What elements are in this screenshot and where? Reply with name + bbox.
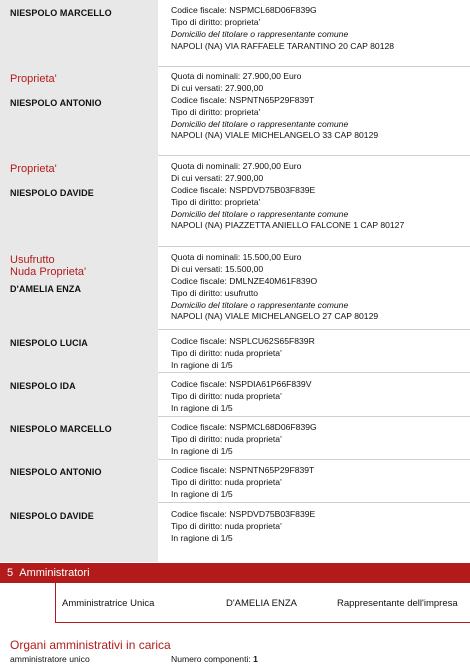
count-value: 1 [253, 654, 258, 664]
detail-line: Di cui versati: 15.500,00 [171, 263, 264, 274]
detail-line: Codice fiscale: NSPDVD75B03F839E [171, 509, 316, 519]
admin-name: D'AMELIA ENZA [226, 598, 297, 609]
holder-name: NIESPOLO ANTONIO [10, 98, 102, 108]
detail-line: Quota di nominali: 15.500,00 Euro [171, 252, 302, 262]
section-label: Amministratori [19, 567, 90, 579]
detail-line: Di cui versati: 27.900,00 [171, 172, 264, 183]
holder-name: NIESPOLO MARCELLO [10, 424, 112, 434]
detail-line: In ragione di 1/5 [171, 359, 233, 370]
detail-line: Tipo di diritto: usufrutto [171, 287, 259, 298]
detail-line: Tipo di diritto: nuda proprieta' [171, 520, 282, 531]
detail-line: Codice fiscale: NSPNTN65P29F839T [171, 465, 315, 475]
organi-subtitle: amministratore unico [10, 654, 90, 664]
detail-line: Domicilio del titolare o rappresentante comune [171, 118, 349, 129]
detail-line: Tipo di diritto: nuda proprieta' [171, 433, 282, 444]
detail-line: Codice fiscale: DMLNZE40M61F839O [171, 275, 318, 286]
holder-details [171, 5, 394, 53]
admin-role: Amministratrice Unica [62, 598, 155, 609]
divider [158, 502, 470, 503]
detail-line: Tipo di diritto: proprieta' [171, 16, 261, 27]
detail-line: NAPOLI (NA) PIAZZETTA ANIELLO FALCONE 1 CAP 80127 [171, 220, 405, 231]
detail-line: Tipo di diritto: nuda proprieta' [171, 390, 282, 401]
detail-line: In ragione di 1/5 [171, 445, 233, 456]
divider [158, 459, 470, 460]
detail-line: Di cui versati: 27.900,00 [171, 82, 264, 93]
detail-line: Codice fiscale: NSPDIA61P66F839V [171, 379, 312, 389]
detail-line: Codice fiscale: NSPMCL68D06F839G [171, 422, 317, 432]
detail-line: NAPOLI (NA) VIALE MICHELANGELO 27 CAP 80129 [171, 311, 379, 322]
holder-name: NIESPOLO DAVIDE [10, 511, 94, 521]
detail-line: Tipo di diritto: nuda proprieta' [171, 347, 282, 358]
detail-line: Quota di nominali: 27.900,00 Euro [171, 161, 302, 171]
detail-line: Tipo di diritto: nuda proprieta' [171, 476, 282, 487]
holder-name: NIESPOLO MARCELLO [10, 8, 112, 18]
detail-line: Codice fiscale: NSPDVD75B03F839E [171, 184, 316, 195]
divider [158, 416, 470, 417]
holder-details [171, 379, 311, 415]
detail-line: In ragione di 1/5 [171, 402, 233, 413]
section-title [7, 567, 90, 579]
detail-line: Domicilio del titolare o rappresentante comune [171, 208, 349, 219]
role-label: Proprieta' [10, 73, 57, 85]
detail-line: Codice fiscale: NSPLCU62S65F839R [171, 336, 315, 346]
divider [158, 155, 470, 156]
detail-line: Domicilio del titolare o rappresentante comune [171, 28, 349, 39]
holder-name: NIESPOLO DAVIDE [10, 188, 94, 198]
divider [158, 372, 470, 373]
divider [158, 329, 470, 330]
organi-count [171, 654, 258, 664]
admin-qualifica: Rappresentante dell'impresa [337, 598, 458, 609]
holder-details [171, 465, 314, 501]
detail-line: Domicilio del titolare o rappresentante comune [171, 299, 349, 310]
divider [158, 246, 470, 247]
holder-details [171, 161, 404, 232]
count-label: Numero componenti: [171, 654, 251, 664]
holder-name: D'AMELIA ENZA [10, 284, 82, 294]
role-label: Proprieta' [10, 163, 57, 175]
holder-name: NIESPOLO IDA [10, 381, 76, 391]
detail-line: Tipo di diritto: proprieta' [171, 106, 261, 117]
detail-line: Quota di nominali: 27.900,00 Euro [171, 71, 302, 81]
holder-name: NIESPOLO ANTONIO [10, 467, 102, 477]
holder-details [171, 252, 378, 323]
detail-line: In ragione di 1/5 [171, 488, 233, 499]
detail-line: NAPOLI (NA) VIA RAFFAELE TARANTINO 20 CAP 80128 [171, 40, 395, 51]
divider [158, 66, 470, 67]
section-number: 5 [7, 567, 14, 579]
detail-line: Codice fiscale: NSPMCL68D06F839G [171, 5, 317, 15]
detail-line: Codice fiscale: NSPNTN65P29F839T [171, 94, 315, 105]
detail-line: In ragione di 1/5 [171, 532, 233, 543]
detail-line: Tipo di diritto: proprieta' [171, 196, 261, 207]
holder-details [171, 336, 315, 372]
detail-line: NAPOLI (NA) VIALE MICHELANGELO 33 CAP 80129 [171, 130, 379, 141]
holder-name: NIESPOLO LUCIA [10, 338, 88, 348]
organi-title: Organi amministrativi in carica [10, 638, 171, 652]
role-label: Usufrutto Nuda Proprieta' [10, 254, 87, 278]
holder-details [171, 422, 317, 458]
holder-details [171, 509, 315, 545]
holder-details [171, 71, 378, 142]
